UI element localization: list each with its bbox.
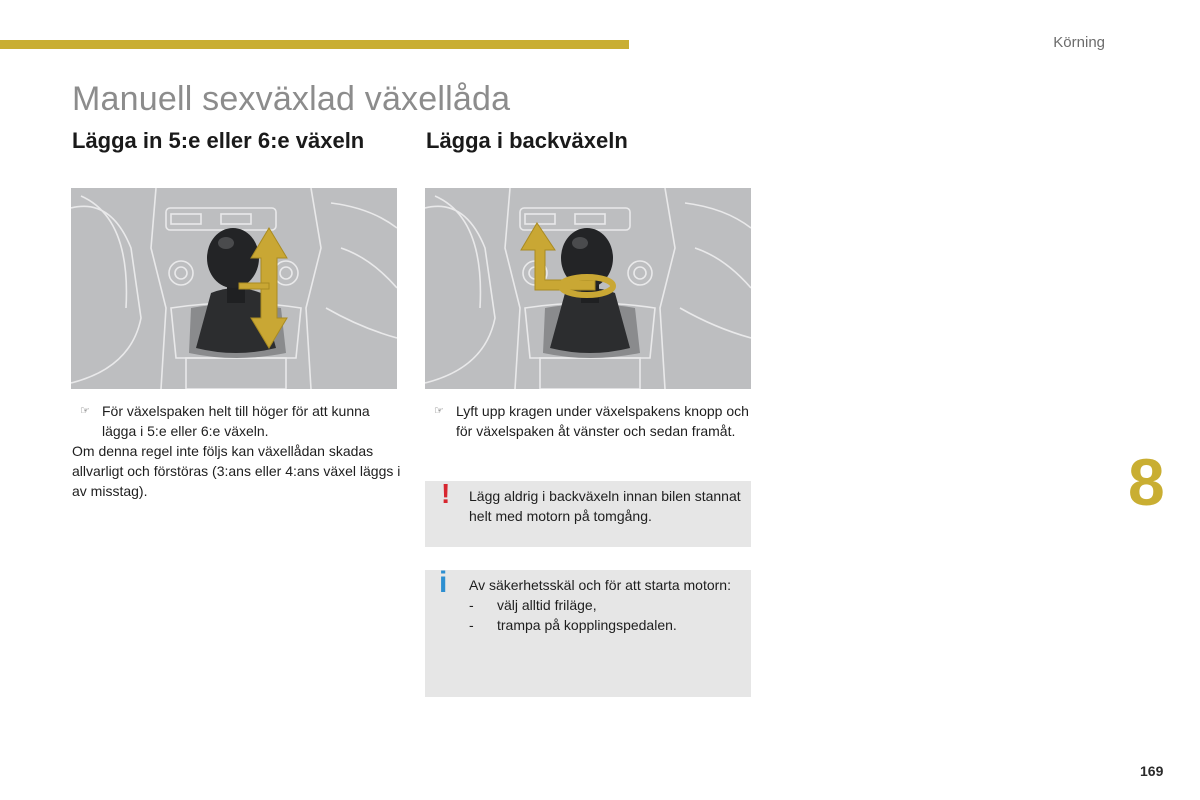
info-list-item-text: trampa på kopplingspedalen. <box>497 617 677 633</box>
info-list-item <box>469 615 741 635</box>
page-title: Manuell sexväxlad växellåda <box>72 80 511 118</box>
heading-reverse-gear: Lägga i backväxeln <box>426 128 628 153</box>
info-intro: Av säkerhetsskäl och för att starta motorn: <box>469 577 731 593</box>
dash-marker: - <box>469 617 474 633</box>
instruction-text: För växelspaken helt till höger för att kunna lägga i 5:e eller 6:e växeln. <box>102 403 370 439</box>
page-number: 169 <box>1140 763 1164 779</box>
figure-fifth-sixth-gear <box>71 188 397 389</box>
figure-reverse-gear <box>425 188 751 389</box>
hand-pointer-icon: ☞ <box>434 405 444 417</box>
info-box <box>425 566 751 697</box>
info-icon: i <box>439 566 448 599</box>
dash-marker: - <box>469 597 474 613</box>
left-column-text <box>72 401 402 501</box>
hand-pointer-icon: ☞ <box>80 405 90 417</box>
warning-exclamation-icon: ! <box>441 478 451 509</box>
damage-warning-paragraph: Om denna regel inte följs kan växellådan skadas allvarligt och förstöras (3:ans eller 4:ans växel läggs i av misstag). <box>72 443 401 499</box>
warning-text: Lägg aldrig i backväxeln innan bilen stannat helt med motorn på tomgång. <box>469 488 741 524</box>
instruction-fifth-sixth-gear <box>72 401 402 441</box>
info-content <box>469 575 741 635</box>
header-accent-bar <box>0 40 629 49</box>
instruction-text: Lyft upp kragen under växelspakens knopp och för växelspaken åt vänster och sedan framåt. <box>456 403 749 439</box>
right-column-text <box>426 401 756 441</box>
warning-box <box>425 478 751 547</box>
heading-fifth-sixth-gear: Lägga in 5:e eller 6:e växeln <box>72 128 365 153</box>
info-list-item <box>469 595 741 615</box>
section-name: Körning <box>1053 34 1105 51</box>
info-list-item-text: välj alltid friläge, <box>497 597 597 613</box>
instruction-reverse-gear <box>426 401 756 441</box>
chapter-number: 8 <box>1128 445 1165 519</box>
